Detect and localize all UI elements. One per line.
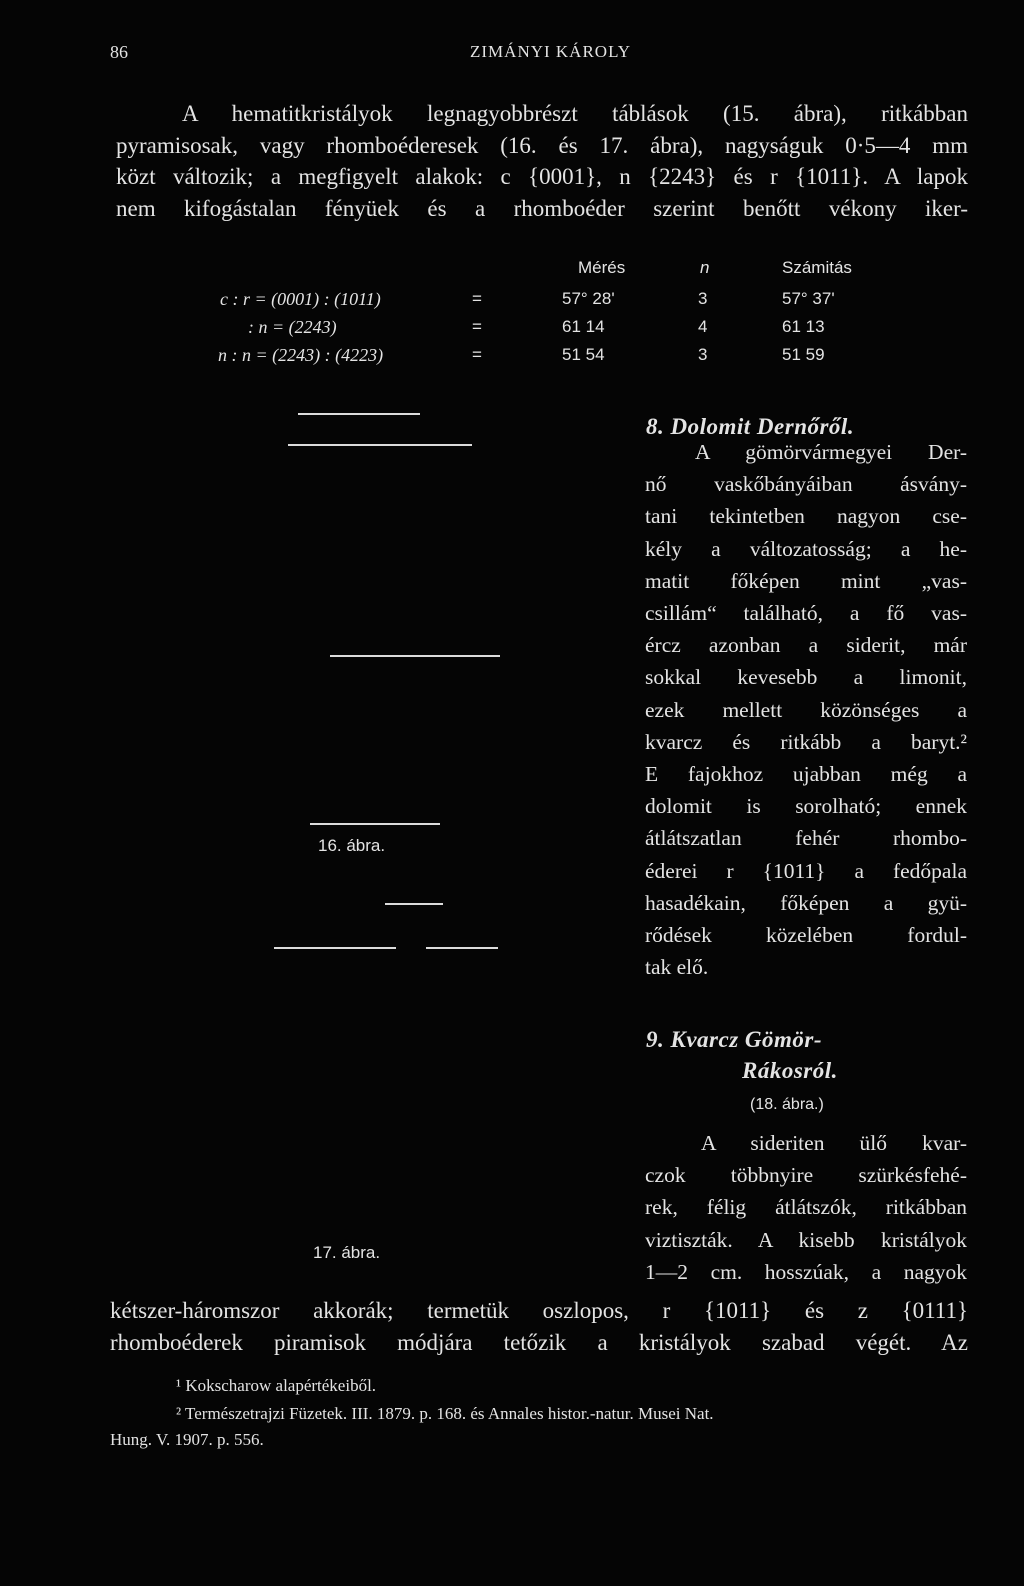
page-number: 86 bbox=[110, 42, 128, 62]
figure-17-caption: 17. ábra. bbox=[313, 1243, 381, 1262]
section-9-heading: 9. Kvarcz Gömör- bbox=[646, 1027, 823, 1052]
row-n: 4 bbox=[698, 317, 708, 336]
text-line: rek, félig átlátszók, ritkábban bbox=[645, 1195, 967, 1220]
header-n: n bbox=[700, 258, 710, 277]
text-line: viztiszták. A kisebb kristályok bbox=[645, 1227, 967, 1252]
text-line: czok többnyire szürkésfehé- bbox=[645, 1163, 967, 1188]
text-line: tak elő. bbox=[645, 955, 709, 980]
footnote-2: ² Természetrajzi Füzetek. III. 1879. p. 168. és Annales histor.-natur. Musei Nat. bbox=[176, 1404, 714, 1423]
row-calculated: 51 59 bbox=[782, 345, 825, 364]
figure-line bbox=[298, 413, 420, 415]
text-line: dolomit is sorolható; ennek bbox=[645, 794, 967, 819]
text-line: hasadékain, főképen a gyü- bbox=[645, 890, 967, 915]
row-eq: = bbox=[472, 345, 482, 364]
figure-18-caption: (18. ábra.) bbox=[750, 1096, 824, 1113]
intro-paragraph bbox=[116, 98, 968, 224]
text-line: matit főképen mint „vas- bbox=[645, 568, 967, 593]
text-line: kély a változatosság; a he- bbox=[645, 536, 967, 561]
closing-line: kétszer-háromszor akkorák; termetük oszlopos, r {1011} és z {0111} bbox=[110, 1298, 968, 1323]
figure-line bbox=[385, 903, 443, 905]
footnote-2-cont: Hung. V. 1907. p. 556. bbox=[110, 1430, 264, 1449]
row-measured: 51 54 bbox=[562, 345, 605, 364]
row-n: 3 bbox=[698, 345, 708, 364]
text-line: E fajokhoz ujabban még a bbox=[645, 762, 967, 787]
text-line: átlátszatlan fehér rhombo- bbox=[645, 826, 967, 851]
text-line: ércz azonban a siderit, már bbox=[645, 633, 967, 658]
section-8-heading: 8. Dolomit Dernőről. bbox=[646, 414, 855, 439]
footnote-1: ¹ Kokscharow alapértékeiből. bbox=[176, 1376, 377, 1395]
text-line: nő vaskőbányáiban ásvány- bbox=[645, 472, 967, 497]
intro-line: pyramisosak, vagy rhomboéderesek (16. és 17. ábra), nagyságuk 0·5—4 mm bbox=[116, 132, 968, 158]
header-measured: Mérés bbox=[578, 258, 626, 277]
figure-line bbox=[310, 823, 440, 825]
running-title: ZIMÁNYI KÁROLY bbox=[470, 42, 632, 61]
intro-line: nem kifogástalan fényüek és a rhomboéder szerint benőtt vékony iker- bbox=[116, 195, 968, 221]
row-eq: = bbox=[472, 317, 482, 336]
row-faces: n : n = (2243) : (4223) bbox=[218, 345, 384, 365]
text-line: sokkal kevesebb a limonit, bbox=[645, 665, 967, 690]
figure-line bbox=[288, 444, 472, 446]
row-calculated: 61 13 bbox=[782, 317, 825, 336]
figure-line bbox=[426, 947, 498, 949]
text-line: 1—2 cm. hosszúak, a nagyok bbox=[645, 1259, 967, 1284]
text-line: kvarcz és ritkább a baryt.² bbox=[645, 729, 967, 754]
closing-line: rhomboéderek piramisok módjára tetőzik a kristályok szabad végét. Az bbox=[110, 1329, 968, 1355]
text-line: csillám“ található, a fő vas- bbox=[645, 601, 967, 626]
row-calculated: 57° 37' bbox=[782, 289, 835, 308]
row-faces: : n = (2243) bbox=[248, 317, 337, 337]
row-faces: c : r = (0001) : (1011) bbox=[220, 289, 381, 309]
figure-line bbox=[330, 655, 500, 657]
section-9-heading-cont: Rákosról. bbox=[742, 1058, 838, 1083]
section-9-body bbox=[645, 1127, 967, 1288]
row-measured: 57° 28' bbox=[562, 289, 615, 308]
text-line: rődések közelében fordul- bbox=[645, 923, 967, 948]
row-measured: 61 14 bbox=[562, 317, 605, 336]
text-line: A sideriten ülő kvar- bbox=[701, 1131, 967, 1155]
text-line: ezek mellett közönséges a bbox=[645, 697, 967, 722]
figure-line bbox=[274, 947, 396, 949]
closing-paragraph bbox=[110, 1295, 968, 1358]
intro-line: közt változik; a megfigyelt alakok: c {0001}, n {2243} és r {1011}. A lapok bbox=[116, 164, 968, 189]
section-8-body bbox=[645, 436, 967, 983]
intro-line: A hematitkristályok legnagyobbrészt táblások (15. ábra), ritkábban bbox=[182, 101, 968, 126]
row-n: 3 bbox=[698, 289, 708, 308]
header-calculated: Számitás bbox=[782, 258, 852, 277]
text-line: éderei r {1011} a fedőpala bbox=[645, 858, 967, 883]
row-eq: = bbox=[472, 289, 482, 308]
text-line: tani tekintetben nagyon cse- bbox=[645, 504, 967, 529]
text-line: A gömörvármegyei Der- bbox=[695, 440, 967, 464]
figure-16-caption: 16. ábra. bbox=[318, 836, 386, 855]
